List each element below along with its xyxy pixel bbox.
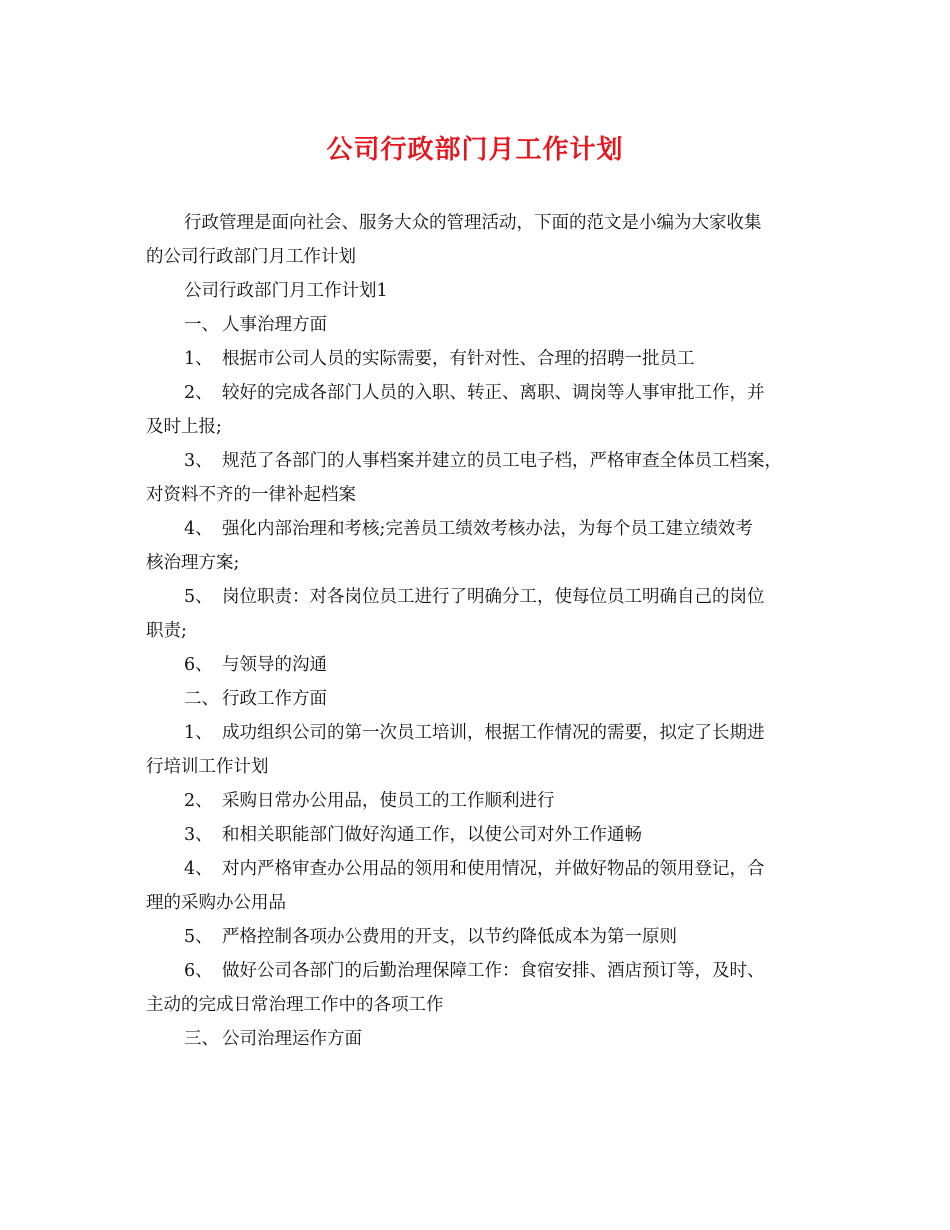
paragraph-line — [146, 410, 811, 444]
paragraph-line — [146, 580, 811, 614]
paragraph-text: 核治理方案; — [146, 553, 240, 573]
paragraph-text: 公司治理运作方面 — [222, 1029, 362, 1049]
paragraph-line — [146, 274, 811, 308]
paragraph-line — [146, 886, 811, 920]
item-number: 3、 — [184, 825, 213, 845]
paragraph-line — [146, 342, 811, 376]
paragraph — [146, 444, 811, 512]
paragraph-text: 主动的完成日常治理工作中的各项工作 — [146, 995, 444, 1015]
paragraph-line — [146, 1022, 811, 1056]
item-number: 5、 — [184, 927, 213, 947]
paragraph-text: 较好的完成各部门人员的入职、转正、离职、调岗等人事审批工作，并 — [222, 383, 765, 403]
paragraph-line — [146, 614, 811, 648]
paragraph-line — [146, 682, 811, 716]
paragraph-line — [146, 444, 811, 478]
paragraph-text: 做好公司各部门的后勤治理保障工作：食宿安排、酒店预订等，及时、 — [222, 961, 765, 981]
paragraph-text: 的公司行政部门月工作计划 — [146, 247, 356, 267]
paragraph-text: 规范了各部门的人事档案并建立的员工电子档，严格审查全体员工档案， — [222, 451, 782, 471]
item-number: 2、 — [184, 791, 213, 811]
paragraph-line — [146, 512, 811, 546]
paragraph-text: 严格控制各项办公费用的开支，以节约降低成本为第一原则 — [222, 927, 677, 947]
item-number: 2、 — [184, 383, 213, 403]
item-number: 3、 — [184, 451, 213, 471]
paragraph-text: 行政管理是面向社会、服务大众的管理活动，下面的范文是小编为大家收集 — [184, 213, 762, 233]
paragraph-line — [146, 240, 811, 274]
paragraph-line — [146, 546, 811, 580]
paragraph-text: 成功组织公司的第一次员工培训，根据工作情况的需要，拟定了长期进 — [222, 723, 765, 743]
paragraph-line — [146, 308, 811, 342]
item-number: 4、 — [184, 859, 213, 879]
item-number: 4、 — [184, 519, 213, 539]
paragraph-text: 强化内部治理和考核;完善员工绩效考核办法，为每个员工建立绩效考 — [222, 519, 753, 539]
paragraph — [146, 648, 811, 682]
paragraph-text: 行政工作方面 — [222, 689, 327, 709]
paragraph — [146, 954, 811, 1022]
paragraph-text: 对资料不齐的一律补起档案 — [146, 485, 356, 505]
paragraph-text: 人事治理方面 — [222, 315, 327, 335]
paragraph-line — [146, 716, 811, 750]
paragraph-line — [146, 784, 811, 818]
paragraph-text: 岗位职责：对各岗位员工进行了明确分工，使每位员工明确自己的岗位 — [222, 587, 765, 607]
paragraph — [146, 376, 811, 444]
item-number: 6、 — [184, 961, 213, 981]
paragraph — [146, 818, 811, 852]
paragraph — [146, 784, 811, 818]
item-number: 6、 — [184, 655, 213, 675]
paragraph — [146, 274, 811, 308]
paragraph-line — [146, 648, 811, 682]
document-title: 公司行政部门月工作计划 — [326, 135, 624, 165]
paragraph-text: 采购日常办公用品，使员工的工作顺利进行 — [222, 791, 555, 811]
paragraph-text: 对内严格审查办公用品的领用和使用情况，并做好物品的领用登记，合 — [222, 859, 765, 879]
item-number: 1、 — [184, 723, 213, 743]
paragraph-text: 公司行政部门月工作计划1 — [184, 281, 388, 301]
paragraph-line — [146, 954, 811, 988]
paragraph-line — [146, 988, 811, 1022]
paragraph — [146, 206, 811, 274]
paragraph-line — [146, 206, 811, 240]
paragraph — [146, 580, 811, 648]
paragraph — [146, 512, 811, 580]
paragraph-text: 职责; — [146, 621, 187, 641]
paragraph-line — [146, 750, 811, 784]
paragraph-text: 行培训工作计划 — [146, 757, 269, 777]
item-number: 二、 — [184, 689, 219, 709]
paragraph-text: 与领导的沟通 — [222, 655, 327, 675]
paragraph — [146, 920, 811, 954]
item-number: 三、 — [184, 1029, 219, 1049]
paragraph — [146, 682, 811, 716]
paragraph-text: 和相关职能部门做好沟通工作，以使公司对外工作通畅 — [222, 825, 642, 845]
paragraph-line — [146, 852, 811, 886]
paragraph-line — [146, 920, 811, 954]
paragraph — [146, 1022, 811, 1056]
paragraph-text: 及时上报; — [146, 417, 222, 437]
paragraph-line — [146, 376, 811, 410]
paragraph-text: 理的采购办公用品 — [146, 893, 286, 913]
paragraph — [146, 716, 811, 784]
paragraph — [146, 852, 811, 920]
paragraph — [146, 308, 811, 342]
paragraph-text: 根据市公司人员的实际需要，有针对性、合理的招聘一批员工 — [222, 349, 695, 369]
item-number: 一、 — [184, 315, 219, 335]
document-body — [146, 206, 811, 1056]
item-number: 1、 — [184, 349, 213, 369]
paragraph — [146, 342, 811, 376]
item-number: 5、 — [184, 587, 213, 607]
paragraph-line — [146, 818, 811, 852]
paragraph-line — [146, 478, 811, 512]
